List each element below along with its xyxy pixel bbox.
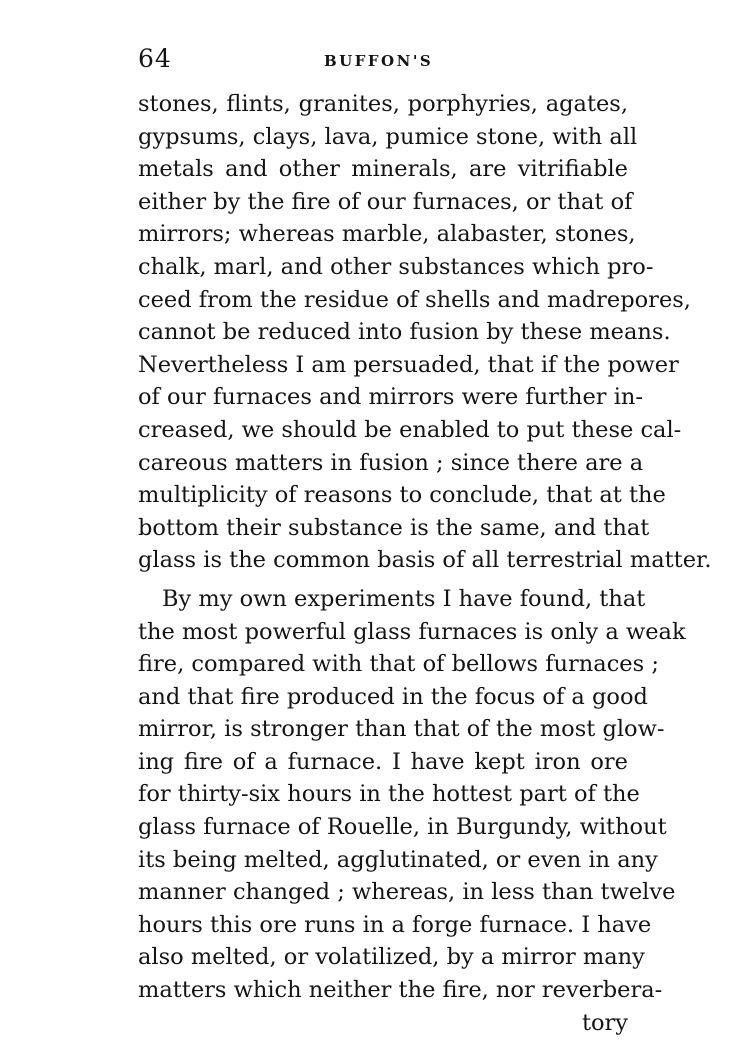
text-line: for thirty-six hours in the hottest part of the <box>138 781 640 808</box>
text-line: fire, compared with that of bellows furnaces ; <box>138 651 659 678</box>
text-line: and that fire produced in the focus of a good <box>138 683 648 710</box>
body-text <box>138 88 712 1039</box>
text-line: of our furnaces and mirrors were further in- <box>138 384 643 411</box>
text-line: creased, we should be enabled to put these cal- <box>138 416 682 443</box>
text-line: glass is the common basis of all terrestrial matter. <box>138 547 712 574</box>
page-number: 64 <box>138 44 172 73</box>
text-line: ing fire of a furnace. I have kept iron ore <box>138 748 628 775</box>
running-head: BUFFON'S <box>324 52 434 70</box>
text-line: hours this ore runs in a forge furnace. I have <box>138 911 652 938</box>
page-header <box>138 44 628 76</box>
text-line: multiplicity of reasons to conclude, that at the <box>138 482 666 509</box>
text-line: also melted, or volatilized, by a mirror many <box>138 944 645 971</box>
text-line: mirrors; whereas marble, alabaster, stones, <box>138 221 636 248</box>
text-line: ceed from the residue of shells and madrepores, <box>138 286 691 313</box>
text-line: glass furnace of Rouelle, in Burgundy, without <box>138 814 667 841</box>
text-line: Nevertheless I am persuaded, that if the power <box>138 351 679 378</box>
text-line: mirror, is stronger than that of the most glow- <box>138 716 665 743</box>
text-line: careous matters in fusion ; since there are a <box>138 449 644 476</box>
text-line: bottom their substance is the same, and that <box>138 514 650 541</box>
text-line: By my own experiments I have found, that <box>162 585 646 612</box>
text-line: manner changed ; whereas, in less than twelve <box>138 879 676 906</box>
text-line: chalk, marl, and other substances which pro- <box>138 253 654 280</box>
text-line: gypsums, clays, lava, pumice stone, with all <box>138 123 638 150</box>
text-line: either by the fire of our furnaces, or that of <box>138 188 633 215</box>
text-line: metals and other minerals, are vitrifiable <box>138 156 628 183</box>
text-line: the most powerful glass furnaces is only a weak <box>138 618 686 645</box>
text-line: its being melted, agglutinated, or even in any <box>138 846 658 873</box>
text-line: stones, flints, granites, porphyries, agates, <box>138 91 628 117</box>
catchword: tory <box>581 1009 628 1036</box>
text-line: cannot be reduced into fusion by these means. <box>138 319 671 346</box>
text-line: matters which neither the fire, nor reverbera- <box>138 977 663 1004</box>
